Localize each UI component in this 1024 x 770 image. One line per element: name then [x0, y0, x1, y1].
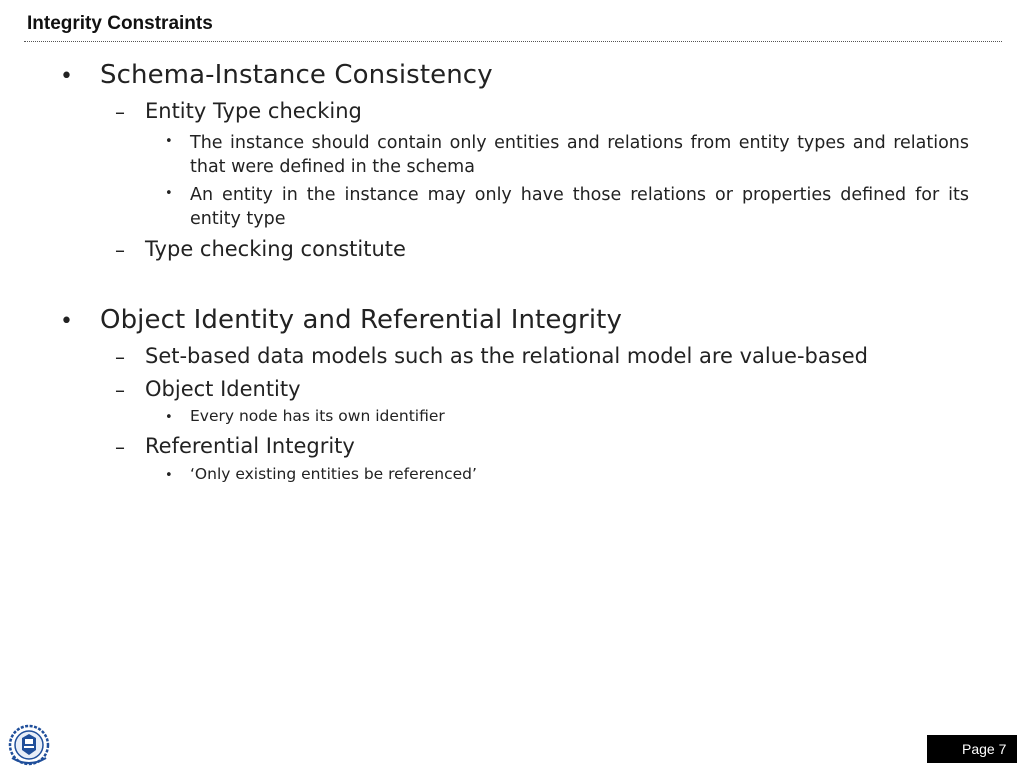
sub-sub-bullet-every-node: Every node has its own identifier — [190, 407, 445, 425]
slide-title: Integrity Constraints — [27, 13, 213, 34]
page-number-badge: Page 7 — [927, 735, 1017, 763]
sub-bullet-set-based-models: Set-based data models such as the relational model are value-based — [145, 344, 868, 368]
bullet-schema-instance-consistency: Schema-Instance Consistency — [100, 60, 493, 90]
bullet-object-identity-referential-integrity: Object Identity and Referential Integrity — [100, 305, 622, 335]
dash-marker: – — [115, 238, 125, 262]
sub-bullet-type-checking-constitute: Type checking constitute — [145, 237, 406, 261]
sub-sub-bullet-marker: • — [165, 468, 173, 483]
sub-sub-bullet-entity-relations: An entity in the instance may only have those relations or properties defined for its entity type — [190, 185, 969, 229]
sub-sub-bullet-marker: • — [165, 134, 173, 149]
university-seal-icon — [6, 724, 52, 766]
dash-marker: – — [115, 345, 125, 369]
sub-bullet-entity-type-checking: Entity Type checking — [145, 99, 362, 123]
title-divider — [24, 41, 1002, 42]
dash-marker: – — [115, 435, 125, 459]
dash-marker: – — [115, 378, 125, 402]
sub-sub-bullet-instance-contains: The instance should contain only entities and relations from entity types and relations that were defined in the schema — [190, 133, 969, 177]
sub-sub-bullet-marker: • — [165, 410, 173, 425]
bullet-marker: • — [60, 64, 73, 89]
dash-marker: – — [115, 100, 125, 124]
bullet-marker: • — [60, 309, 73, 334]
sub-sub-bullet-only-existing: ‘Only existing entities be referenced’ — [190, 465, 477, 483]
sub-bullet-object-identity: Object Identity — [145, 377, 301, 401]
sub-sub-bullet-marker: • — [165, 186, 173, 201]
sub-bullet-referential-integrity: Referential Integrity — [145, 434, 355, 458]
